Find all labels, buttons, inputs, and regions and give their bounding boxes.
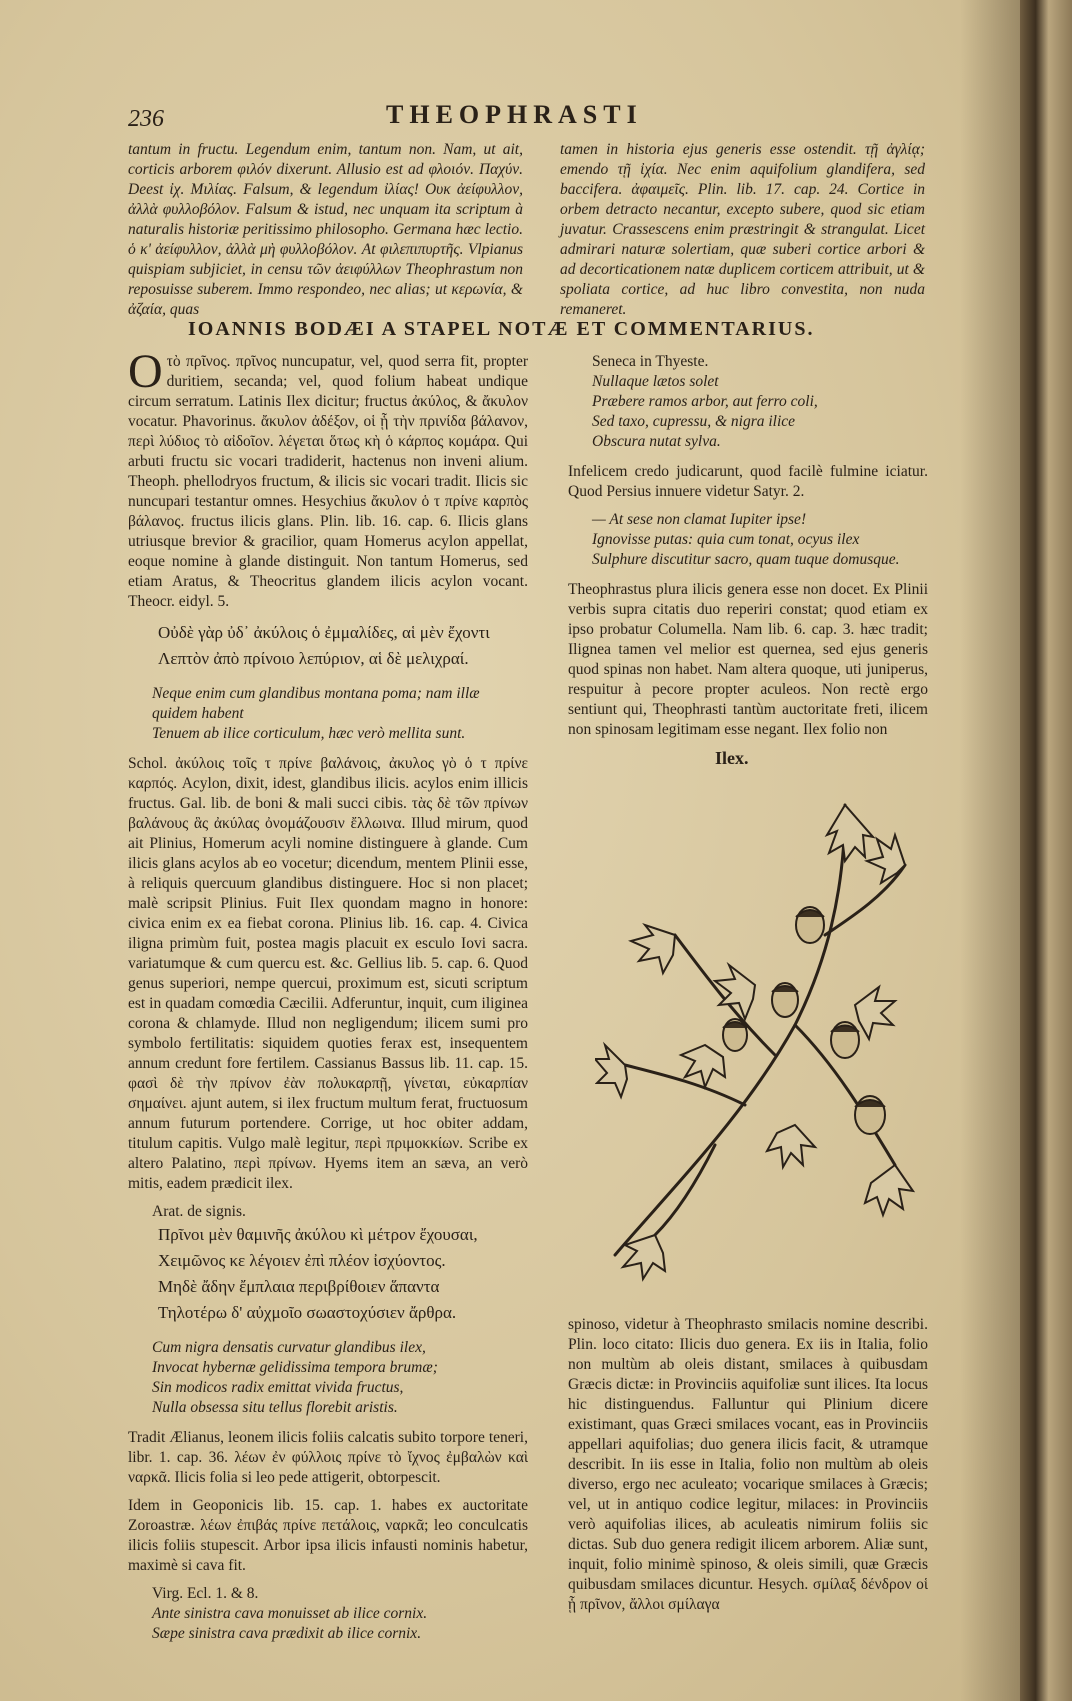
section-title: IOANNIS BODÆI A STAPEL NOTÆ ET COMMENTARIUS. <box>188 318 815 340</box>
figure-title: Ilex. <box>715 748 749 768</box>
greek-line: Τηλοτέρω δ' αὐχμοῖο σωαστοχύσιεν ἄρθρα. <box>158 1303 457 1322</box>
verse-line: Præbere ramos arbor, aut ferro coli, <box>592 393 818 410</box>
page-number: 236 <box>128 106 164 132</box>
bottom-right-column <box>568 1315 928 1623</box>
top-left-column <box>128 140 523 328</box>
page-edge-shadow <box>960 0 1020 1701</box>
right-para-2: Theophrastus plura ilicis genera esse non docet. Ex Plinii verbis supra citatis duo reperiri constat; quod etiam ex ipso probatur Columella. Nam lib. 6. cap. 3. hæc tradit; Ilignea tamen vel melior est quernea, sed ejus generis quod spinas non habet. Nam altera quoque, uti juniperus, respuitur à pecore propter aculeos. Non rectè ergo sentiunt qui, Theophrasti tantùm auctoritate freti, ilicem non spinosam legitimam esse negant. Ilex folio non <box>568 581 928 738</box>
greek-line: Λεπτὸν ἀπὸ πρίνοιο λεπύριον, αἱ δὲ μελιχραί. <box>158 649 469 668</box>
verse-line: Nulla obsessa situ tellus florebit aristis. <box>152 1399 398 1416</box>
page-header <box>128 100 928 140</box>
persius-quote <box>568 510 928 570</box>
left-para-2: Schol. ἀκύλοις τοῖς τ πρίνε βαλάνοις, ἀκυλος γὸ ὁ τ πρίνε καρπός. Acylon, dixit, idest, glandibus ilicis. acylos enim illicis fructus. Gal. lib. de boni & mali succi cibis. τὰς δὲ τῶν πρίνων βαλάνους ἃς ἀκύλας ὀνομάζουσιν ἔλλωινα. Illud mirum, quod ait Plinius, Homerum acyli nomine distinguere à glande. Cum ilicis glans acylos ab eo vocetur; dicendum, mentem Plinii esse, à reliquis quercuum glandibus distinguere. Hoc si non placet; malè scripsit Plinius. Fuit Ilex quondam magno in honore: civica enim ex ea fiebat corona. Plinius lib. 16. cap. 4. Civica iligna primùm fuit, postea magis placuit ex esculo Iovi sacra. variatumque & cum quercu est. &c. Gellius lib. 5. cap. 6. Quod genus superiori, nempe quercui, proximum est, sicuti scriptum est in quadam comœdia Cæcilii. Adferuntur, inquit, cum iliginea corona & chlamyde. Illud non negligendum; ilicem sumi pro symbolo fertilitatis: siquidem quoties ferax est, insequentem annum credunt fore fertilem. Cassianus Bassus lib. 11. cap. 15. φασὶ δὲ τὴν πρίνον ἐὰν πολυκαρπῇ, γίνεται, εὐκαρπίαν σημαίνει. ajunt autem, si ilex fructum multum ferat, fructuosum annum futurum portendere. Corrige, ut hoc obiter addam, titulum capitis. Vulgo malè legitur, περὶ πριμοκκίων. Scribe ex altero Palatino, περὶ πρίνων. Hyems item an sæva, an verò mitis, eadem prædicit ilex. <box>128 755 528 1192</box>
greek-line: Χειμῶνος κε λέγοιεν ἐπὶ πλέον ἰσχύοντος. <box>158 1251 446 1270</box>
top-right-text: tamen in historia ejus generis esse ostendit. τῇ ἀγλίᾳ; emendo τῇ ἰχία. Nec enim aquifolium glandifera, sed baccifera. ἀφαιμεῖς. Plin. lib. 17. cap. 24. Cortice in orbem detracto necantur, excepto subere, quod sic etiam juvatur. Crassescens enim præstringit & strangulat. Licet admirari naturæ solertiam, quæ suberi cortice arbori & ad decorticationem natæ duplicem corticem attribuit, ut & spoliata cortice, ad huc libro convestita, non nuda remaneret. <box>560 141 925 318</box>
right-para-1: Infelicem credo judicarunt, quod facilè fulmine iciatur. Quod Persius innuere videtur Satyr. 2. <box>568 463 928 500</box>
drop-cap: O <box>128 345 163 398</box>
verse-line: Invocat hybernæ gelidissima tempora brumæ; <box>152 1359 438 1376</box>
bottom-right-text: spinoso, videtur à Theophrasto smilacis nomine describi. Plin. loco citato: Ilicis duo genera. Ex iis in Italia, folio non multùm ab oleis distant, smilaces à quibusdam Græcis dictæ: in Provinciis aquifoliæ sunt ilices. Ita locus hic distinguendus. Falluntur qui Plinium dicere existimant, quas Græci smilaces vocant, eas in Provinciis appellari aquifolias; duo genera ilicis facit, & utramque describit. In iis esse in Italia, folio non multùm ab oleis diverso, ergo nec aculeato; vocarique smilaces à Græcis; vel, ut in antiquo codice legitur, milaces: in Provinciis verò aquifolias ilices, ab aculeatis nimirum foliis sic dictas. Sub duo genera redigit ilicem arborem. Aliæ sunt, inquit, folio minimè spinoso, & oleis simili, quæ Græcis quibusdam smilaces dicuntur. Hesych. σμίλαξ δένδρον οἱ ᾗ πρῖνον, ἄλλοι σμίλαγα <box>568 1316 928 1613</box>
verse-line: Ignovisse putas: quia cum tonat, ocyus ilex <box>592 531 860 548</box>
verse-line: — At sese non clamat Iupiter ipse! <box>592 511 807 528</box>
virgil-label: Virg. Ecl. 1. & 8. <box>152 1585 259 1602</box>
verse-line: Neque enim cum glandibus montana poma; nam illæ quidem habent <box>152 685 480 722</box>
verse-line: Sed taxo, cupressu, & nigra ilice <box>592 413 796 430</box>
greek-line: Μηδὲ ἄδην ἔμπλαια περιβρίθοιεν ἅπαντα <box>158 1277 440 1296</box>
book-gutter <box>1020 0 1072 1701</box>
left-para-4: Idem in Geoponicis lib. 15. cap. 1. habes ex auctoritate Zoroastræ. λέων ἐπιβάς πρίνε πετάλοις, ναρκᾶ; leo conculcatis ilicis foliis stupescit. Arbor ipsa ilicis infausti nominis habetur, maximè si cava fit. <box>128 1497 528 1574</box>
left-para-3: Tradit Ælianus, leonem ilicis foliis calcatis subito torpore teneri, libr. 1. cap. 36. λέων ἐν φύλλοις πρίνε τὸ ἴχνος ἐμβαλὼν καὶ ναρκᾶ. Ilicis folia si leo pede attigerit, obtorpescit. <box>128 1429 528 1486</box>
left-column <box>128 345 528 1654</box>
greek-line: Οὐδὲ γὰρ ὐδ᾽ ἀκύλοις ὁ ἐμμαλίδες, αἱ μὲν ἔχοντι <box>158 623 490 642</box>
right-column <box>568 352 928 748</box>
verse-line: Tenuem ab ilice corticulum, hæc verò mellita sunt. <box>152 725 466 742</box>
verse-line: Sulphure discutitur sacro, quam tuque domusque. <box>592 551 900 568</box>
greek-line: Πρῖνοι μὲν θαμινῆς ἀκύλου κὶ μέτρον ἔχουσαι, <box>158 1225 478 1244</box>
seneca-quote <box>568 372 928 452</box>
verse-line: Ante sinistra cava monuisset ab ilice cornix. <box>152 1605 428 1622</box>
ilex-woodcut-illustration <box>595 785 915 1285</box>
top-left-text: tantum in fructu. Legendum enim, tantum non. Nam, ut ait, corticis arborem φιλόν dixerunt. Allusio est ad φλοιόν. Παχύν. Deest ἰχ. Μιλίας. Falsum, & legendum ἰλίας! Ουκ ἀείφυλλον, ἀλλὰ φυλλοβόλον. Falsum & istud, nec unquam ita scriptum à naturalis historiæ peritissimo philosopho. Germana hæc lectio. ὁ κ' ἀείφυλλον, ἀλλὰ μὴ φυλλοβόλον. At φιλεπιπυρτῆς. Vlpianus quispiam subjiciet, in censu τῶν ἀειφύλλων Theophrastum non reposuisse suberem. Immo respondeo, nec alias; ut κερωνία, & ἀζαία, quas <box>128 141 523 318</box>
verse-line: Sæpe sinistra cava prædixit ab ilice cornix. <box>152 1625 422 1642</box>
verse-line: Sin modicos radix emittat vivida fructus, <box>152 1379 404 1396</box>
greek-quote-2 <box>128 1222 528 1326</box>
seneca-label: Seneca in Thyeste. <box>592 353 709 370</box>
verse-line: Cum nigra densatis curvatur glandibus ilex, <box>152 1339 426 1356</box>
arat-label: Arat. de signis. <box>152 1203 246 1220</box>
virgil-quote <box>128 1604 528 1644</box>
verse-line: Nullaque lætos solet <box>592 373 719 390</box>
verse-line: Obscura nutat sylva. <box>592 433 721 450</box>
left-para-1 <box>128 345 528 612</box>
latin-translation-2 <box>128 1338 528 1418</box>
left-para-1-text: τὸ πρῖνος. πρῖνος nuncupatur, vel, quod serra fit, propter duritiem, secanda; vel, quod folium habeat undique circum serratum. Latinis Ilex dicitur; fructus ἀκύλος, & ἄκυλον vocatur. Phavorinus. ἄκυλον ἀδέξον, οἱ ᾗ τὴν πρινίδα βάλανον, περὶ λύδιος τὸ αἰδοῖον. λέγεται ὅτως κὴ ὁ κάρπος κομάρα. Qui arbuti fructu sic vocari tradiderit, hactenus non inveni alium. Theoph. phellodryos fructum, & ilicis sic vocari tradit. Ilicis sic nuncupari testantur omnes. Hesychius ἄκυλον ὁ τ πρίνε καρπὸς βάλανος. fructus ilicis glans. Plin. lib. 16. cap. 6. Ilicis glans utriusque brevior & gracilior, quam Homerus acylon appellat, eoque nomine à glande distinguit. Non tantum Homerus, sed etiam Aratus, & Theocritus glandem ilicis acylon vocant. Theocr. eidyl. 5. <box>128 353 528 610</box>
top-right-column <box>560 140 925 328</box>
greek-quote-1 <box>128 620 528 672</box>
running-title: THEOPHRASTI <box>386 100 643 129</box>
latin-translation-1 <box>128 684 528 744</box>
